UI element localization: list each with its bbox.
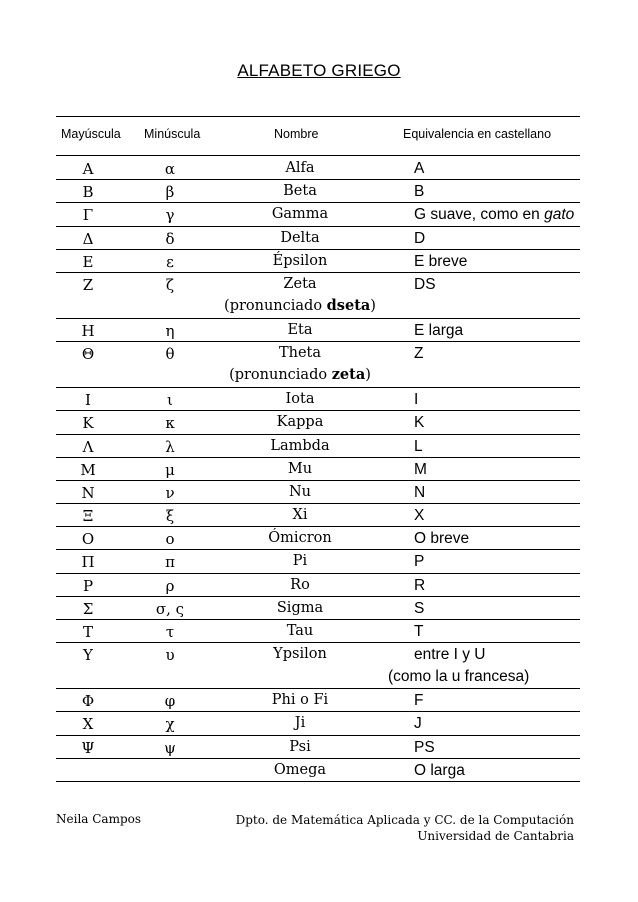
header-nombre: Nombre [274, 127, 319, 141]
letter-name: Zeta [283, 275, 317, 292]
letter-name-cell [216, 203, 384, 225]
table-row [56, 504, 580, 527]
spanish-equivalent-cell [414, 460, 427, 480]
uppercase-letter: Τ [82, 623, 93, 641]
lowercase-letter: ο [165, 530, 175, 549]
lowercase-letter: υ [165, 646, 175, 665]
letter-name-cell [216, 597, 384, 619]
pronunciation-value: zeta [331, 366, 366, 384]
spanish-equivalent-cell [414, 691, 423, 711]
letter-name-cell [216, 574, 384, 596]
letter-name: Ji [294, 715, 306, 732]
table-row [56, 319, 580, 342]
lowercase-letter: δ [165, 229, 175, 248]
letter-name: Delta [280, 229, 320, 246]
table-row [56, 550, 580, 573]
spanish-equivalent-cell [414, 344, 423, 364]
spanish-equivalent-cell [414, 252, 467, 272]
uppercase-letter: Β [82, 183, 94, 202]
letter-name: Nu [288, 483, 312, 500]
spanish-equivalent-cell [414, 390, 418, 410]
spanish-equivalent: I [414, 391, 419, 409]
footer-dept-line: Dpto. de Matemática Aplicada y CC. de la Computación [235, 813, 574, 827]
lowercase-letter: ν [165, 483, 175, 502]
table-row [56, 180, 580, 203]
letter-name: Eta [287, 321, 313, 338]
uppercase-letter: Η [81, 321, 95, 340]
letter-name-cell [216, 689, 384, 711]
spanish-equivalent-note: (como la u francesa) [388, 668, 530, 686]
uppercase-letter: Δ [82, 229, 94, 248]
table-row [56, 273, 580, 319]
letter-name-cell [216, 388, 384, 410]
spanish-equivalent: T [414, 623, 424, 640]
letter-name-cell [216, 620, 384, 642]
letter-name: Omega [273, 761, 327, 778]
uppercase-letter: Μ [80, 460, 96, 479]
letter-name-cell [216, 712, 384, 734]
table-row [56, 736, 580, 759]
uppercase-letter: Θ [81, 345, 95, 364]
spanish-equivalent-cell [414, 413, 424, 433]
spanish-equivalent: L [414, 437, 423, 455]
uppercase-letter: Κ [82, 414, 94, 433]
lowercase-letter: ρ [165, 576, 175, 595]
uppercase-letter: Π [81, 553, 95, 572]
letter-name-cell [216, 180, 384, 202]
table-row [56, 712, 580, 735]
header-mayuscula: Mayúscula [61, 127, 121, 141]
spanish-equivalent-cell [414, 761, 465, 781]
spanish-equivalent: G suave, como en [414, 206, 545, 224]
lowercase-letter: ξ [165, 507, 175, 526]
lowercase-letter: ψ [164, 738, 176, 757]
uppercase-letter: Χ [82, 715, 94, 734]
spanish-equivalent-cell [414, 552, 424, 572]
pronunciation-suffix: ) [370, 297, 376, 314]
letter-name-cell [216, 157, 384, 179]
lowercase-letter: θ [165, 345, 175, 364]
table-row [56, 458, 580, 481]
lowercase-letter: σ, ς [155, 599, 185, 618]
table-header [56, 116, 580, 156]
uppercase-letter: Σ [82, 599, 94, 618]
spanish-equivalent: F [414, 692, 424, 710]
lowercase-letter: ι [167, 391, 173, 410]
lowercase-letter: π [165, 553, 175, 572]
spanish-equivalent-cell [414, 529, 469, 549]
letter-name-cell [216, 319, 384, 341]
letter-name: Pi [292, 553, 308, 570]
letter-name-cell [216, 435, 384, 457]
uppercase-letter: Ε [82, 252, 94, 271]
example-word: gato [544, 206, 575, 224]
letter-name-cell [216, 759, 384, 781]
spanish-equivalent: DS [414, 275, 436, 293]
table-row [56, 342, 580, 388]
pronunciation-suffix: ) [365, 367, 371, 384]
pronunciation-prefix: (pronunciado [229, 367, 332, 384]
uppercase-letter: Ν [81, 483, 95, 502]
spanish-equivalent-cell [414, 205, 574, 225]
table-row [56, 597, 580, 620]
letter-name-cell [216, 458, 384, 480]
spanish-equivalent-cell [414, 275, 436, 295]
pronunciation-value: dseta [326, 296, 371, 314]
letter-name-cell [216, 342, 384, 386]
table-row [56, 481, 580, 504]
lowercase-letter: β [165, 183, 175, 202]
letter-name: Theta [278, 345, 322, 362]
spanish-equivalent-cell [414, 437, 423, 457]
letter-name: Psi [289, 738, 311, 755]
spanish-equivalent-cell [414, 321, 463, 341]
spanish-equivalent: A [414, 160, 425, 177]
letter-name: Alfa [285, 160, 315, 176]
table-row [56, 411, 580, 434]
letter-name: Ro [290, 576, 310, 593]
letter-name-cell [216, 504, 384, 526]
pronunciation-prefix: (pronunciado [224, 297, 327, 314]
letter-name: Épsilon [272, 252, 328, 269]
spanish-equivalent: J [414, 715, 422, 733]
letter-name: Lambda [270, 437, 330, 454]
header-equivalencia: Equivalencia en castellano [403, 127, 552, 141]
page-title: ALFABETO GRIEGO [237, 61, 401, 80]
letter-name-cell [216, 273, 384, 317]
spanish-equivalent: E larga [414, 321, 464, 339]
table-row [56, 157, 580, 180]
table-row [56, 527, 580, 550]
spanish-equivalent: X [414, 507, 425, 525]
spanish-equivalent-cell [414, 576, 425, 596]
table-row [56, 435, 580, 458]
spanish-equivalent-cell [414, 182, 424, 202]
uppercase-letter: Λ [82, 437, 94, 456]
greek-alphabet-table [56, 157, 580, 782]
lowercase-letter: α [164, 160, 176, 178]
spanish-equivalent: entre I y U [414, 646, 486, 664]
footer-department [236, 812, 574, 844]
table-row [56, 203, 580, 226]
lowercase-letter: κ [165, 414, 175, 433]
uppercase-letter: Α [82, 160, 94, 178]
letter-name: Phi o Fi [271, 692, 329, 709]
uppercase-letter: Ζ [82, 275, 94, 294]
footer-author: Neila Campos [56, 812, 142, 826]
footer-university-line: Universidad de Cantabria [417, 829, 574, 843]
pronunciation-note [196, 364, 404, 386]
letter-name-cell [216, 643, 384, 665]
spanish-equivalent-cell [388, 645, 530, 687]
uppercase-letter: Ξ [82, 507, 94, 526]
table-row [56, 574, 580, 597]
letter-name-cell [216, 250, 384, 272]
letter-name-cell [216, 227, 384, 249]
spanish-equivalent-cell [414, 599, 424, 619]
spanish-equivalent: D [414, 229, 426, 247]
header-minuscula: Minúscula [144, 127, 201, 141]
letter-name-cell [216, 736, 384, 758]
spanish-equivalent-cell [414, 506, 424, 526]
letter-name: Xi [292, 507, 308, 524]
spanish-equivalent: PS [414, 738, 435, 756]
uppercase-letter: Ι [85, 391, 91, 410]
table-row [56, 227, 580, 250]
letter-name: Ypsilon [273, 646, 327, 663]
letter-name: Ómicron [268, 530, 332, 547]
spanish-equivalent-cell [414, 738, 435, 758]
spanish-equivalent: E breve [414, 252, 468, 270]
spanish-equivalent: K [414, 414, 425, 432]
uppercase-letter: Γ [82, 206, 94, 225]
lowercase-letter: η [165, 321, 175, 340]
letter-name: Beta [283, 183, 317, 200]
letter-name: Kappa [276, 414, 324, 431]
letter-name-cell [216, 481, 384, 503]
uppercase-letter: Ρ [82, 576, 94, 595]
letter-name: Iota [285, 391, 315, 408]
letter-name: Mu [287, 460, 313, 477]
spanish-equivalent: O breve [414, 530, 470, 548]
letter-name: Sigma [276, 599, 324, 616]
spanish-equivalent: P [414, 553, 425, 571]
uppercase-letter: Φ [81, 692, 95, 711]
spanish-equivalent: Z [414, 345, 424, 363]
table-row [56, 643, 580, 689]
lowercase-letter: τ [165, 623, 175, 641]
table-row [56, 250, 580, 273]
letter-name-cell [216, 411, 384, 433]
uppercase-letter: Ο [81, 530, 95, 549]
letter-name: Tau [286, 623, 314, 639]
spanish-equivalent: M [414, 460, 427, 478]
spanish-equivalent-cell [414, 159, 424, 179]
letter-name-cell [216, 550, 384, 572]
spanish-equivalent-cell [414, 483, 425, 503]
lowercase-letter: γ [165, 206, 175, 225]
spanish-equivalent: R [414, 576, 426, 594]
spanish-equivalent: N [414, 483, 426, 501]
uppercase-letter: Υ [83, 646, 93, 665]
spanish-equivalent-cell [414, 229, 425, 249]
uppercase-letter: Ψ [81, 738, 95, 757]
lowercase-letter: ζ [165, 275, 175, 294]
lowercase-letter: λ [165, 437, 175, 456]
lowercase-letter: ε [166, 252, 174, 271]
table-row [56, 620, 580, 643]
letter-name: Gamma [271, 206, 329, 223]
spanish-equivalent-cell [414, 714, 422, 734]
spanish-equivalent: O larga [414, 761, 465, 779]
spanish-equivalent-cell [414, 622, 423, 642]
table-row [56, 759, 580, 782]
letter-name-cell [216, 527, 384, 549]
table-row [56, 388, 580, 411]
lowercase-letter: φ [164, 692, 176, 711]
table-row [56, 689, 580, 712]
lowercase-letter: χ [165, 715, 175, 734]
lowercase-letter: μ [165, 460, 175, 479]
spanish-equivalent: B [414, 183, 425, 201]
pronunciation-note [196, 295, 404, 317]
spanish-equivalent: S [414, 599, 425, 617]
